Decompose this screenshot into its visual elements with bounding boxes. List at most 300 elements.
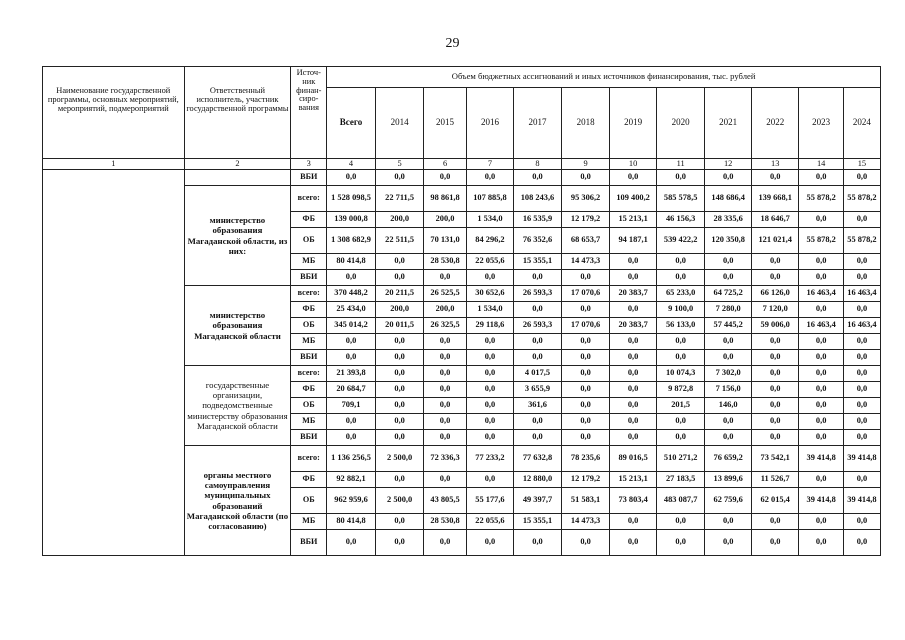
total-value-cell: 0,0 <box>327 170 376 186</box>
year-value-cell: 0,0 <box>656 254 705 270</box>
total-value-cell: 139 000,8 <box>327 212 376 228</box>
year-value-cell: 14 473,3 <box>561 514 610 530</box>
year-value-cell: 0,0 <box>375 254 424 270</box>
year-value-cell: 26 593,3 <box>514 318 562 334</box>
header-year-2015: 2015 <box>424 88 466 159</box>
year-value-cell: 64 725,2 <box>705 286 751 302</box>
year-value-cell: 7 302,0 <box>705 366 751 382</box>
year-value-cell: 94 187,1 <box>610 228 656 254</box>
year-value-cell: 0,0 <box>561 334 610 350</box>
responsible-cell: органы местного самоуправления муниципальных образований Магаданской области (по согласованию) <box>184 446 291 556</box>
year-value-cell: 0,0 <box>375 350 424 366</box>
column-number: 7 <box>466 159 514 170</box>
funding-source-cell: ОБ <box>291 228 327 254</box>
year-value-cell: 28 530,8 <box>424 514 466 530</box>
year-value-cell: 0,0 <box>375 270 424 286</box>
year-value-cell: 0,0 <box>466 430 514 446</box>
year-value-cell: 0,0 <box>751 398 799 414</box>
year-value-cell: 55 878,2 <box>799 228 843 254</box>
funding-source-cell: ФБ <box>291 472 327 488</box>
year-value-cell: 0,0 <box>843 382 880 398</box>
responsible-cell: государственные организации, подведомственные министерству образования Магаданской области <box>184 366 291 446</box>
year-value-cell: 65 233,0 <box>656 286 705 302</box>
total-value-cell: 1 136 256,5 <box>327 446 376 472</box>
year-value-cell: 0,0 <box>375 398 424 414</box>
year-value-cell: 0,0 <box>561 350 610 366</box>
column-number: 3 <box>291 159 327 170</box>
year-value-cell: 30 652,6 <box>466 286 514 302</box>
column-number: 11 <box>656 159 705 170</box>
year-value-cell: 0,0 <box>843 212 880 228</box>
year-value-cell: 11 526,7 <box>751 472 799 488</box>
year-value-cell: 0,0 <box>799 270 843 286</box>
year-value-cell: 15 355,1 <box>514 254 562 270</box>
year-value-cell: 0,0 <box>705 514 751 530</box>
year-value-cell: 0,0 <box>843 514 880 530</box>
year-value-cell: 49 397,7 <box>514 488 562 514</box>
year-value-cell: 0,0 <box>656 270 705 286</box>
header-total: Всего <box>327 88 376 159</box>
column-number: 1 <box>43 159 185 170</box>
year-value-cell: 22 055,6 <box>466 514 514 530</box>
year-value-cell: 0,0 <box>799 212 843 228</box>
funding-source-cell: ОБ <box>291 318 327 334</box>
year-value-cell: 0,0 <box>375 334 424 350</box>
header-year-2014: 2014 <box>375 88 424 159</box>
year-value-cell: 139 668,1 <box>751 186 799 212</box>
year-value-cell: 0,0 <box>751 170 799 186</box>
total-value-cell: 0,0 <box>327 530 376 556</box>
year-value-cell: 0,0 <box>843 398 880 414</box>
header-year-2020: 2020 <box>656 88 705 159</box>
year-value-cell: 62 015,4 <box>751 488 799 514</box>
year-value-cell: 0,0 <box>799 414 843 430</box>
year-value-cell: 0,0 <box>424 398 466 414</box>
year-value-cell: 22 711,5 <box>375 186 424 212</box>
column-number: 9 <box>561 159 610 170</box>
year-value-cell: 12 179,2 <box>561 472 610 488</box>
column-number: 14 <box>799 159 843 170</box>
funding-source-cell: МБ <box>291 514 327 530</box>
year-value-cell: 0,0 <box>466 350 514 366</box>
year-value-cell: 0,0 <box>705 430 751 446</box>
total-value-cell: 962 959,6 <box>327 488 376 514</box>
year-value-cell: 0,0 <box>514 302 562 318</box>
year-value-cell: 39 414,8 <box>799 488 843 514</box>
year-value-cell: 39 414,8 <box>843 488 880 514</box>
year-value-cell: 1 534,0 <box>466 302 514 318</box>
total-value-cell: 0,0 <box>327 350 376 366</box>
year-value-cell: 148 686,4 <box>705 186 751 212</box>
year-value-cell: 0,0 <box>751 334 799 350</box>
year-value-cell: 12 179,2 <box>561 212 610 228</box>
year-value-cell: 0,0 <box>561 430 610 446</box>
year-value-cell: 0,0 <box>514 350 562 366</box>
year-value-cell: 18 646,7 <box>751 212 799 228</box>
funding-source-cell: МБ <box>291 414 327 430</box>
year-value-cell: 0,0 <box>514 414 562 430</box>
total-value-cell: 25 434,0 <box>327 302 376 318</box>
header-funding-source: Источ-ник финан-сиро-вания <box>291 67 327 159</box>
header-year-2023: 2023 <box>799 88 843 159</box>
year-value-cell: 0,0 <box>561 398 610 414</box>
year-value-cell: 17 070,6 <box>561 286 610 302</box>
year-value-cell: 16 535,9 <box>514 212 562 228</box>
responsible-cell <box>184 170 291 186</box>
year-value-cell: 3 655,9 <box>514 382 562 398</box>
header-year-2022: 2022 <box>751 88 799 159</box>
year-value-cell: 0,0 <box>375 366 424 382</box>
header-year-2021: 2021 <box>705 88 751 159</box>
header-year-2016: 2016 <box>466 88 514 159</box>
year-value-cell: 0,0 <box>799 170 843 186</box>
year-value-cell: 51 583,1 <box>561 488 610 514</box>
year-value-cell: 0,0 <box>375 514 424 530</box>
year-value-cell: 0,0 <box>705 334 751 350</box>
year-value-cell: 0,0 <box>610 382 656 398</box>
responsible-cell: министерство образования Магаданской области <box>184 286 291 366</box>
year-value-cell: 109 400,2 <box>610 186 656 212</box>
year-value-cell: 201,5 <box>656 398 705 414</box>
year-value-cell: 0,0 <box>561 530 610 556</box>
year-value-cell: 70 131,0 <box>424 228 466 254</box>
header-program-name: Наименование государственной программы, основных мероприятий, мероприятий, подмероприятий <box>43 67 185 159</box>
year-value-cell: 55 878,2 <box>843 186 880 212</box>
column-number: 5 <box>375 159 424 170</box>
year-value-cell: 0,0 <box>843 302 880 318</box>
responsible-cell: министерство образования Магаданской области, из них: <box>184 186 291 286</box>
year-value-cell: 0,0 <box>705 270 751 286</box>
funding-source-cell: ВБИ <box>291 530 327 556</box>
funding-source-cell: ОБ <box>291 488 327 514</box>
year-value-cell: 0,0 <box>424 530 466 556</box>
year-value-cell: 20 383,7 <box>610 286 656 302</box>
year-value-cell: 0,0 <box>610 366 656 382</box>
year-value-cell: 73 803,4 <box>610 488 656 514</box>
year-value-cell: 0,0 <box>424 382 466 398</box>
year-value-cell: 0,0 <box>514 270 562 286</box>
total-value-cell: 92 882,1 <box>327 472 376 488</box>
year-value-cell: 0,0 <box>843 254 880 270</box>
funding-source-cell: всего: <box>291 286 327 302</box>
year-value-cell: 16 463,4 <box>843 318 880 334</box>
year-value-cell: 0,0 <box>514 170 562 186</box>
funding-source-cell: всего: <box>291 446 327 472</box>
year-value-cell: 0,0 <box>799 366 843 382</box>
year-value-cell: 0,0 <box>610 302 656 318</box>
year-value-cell: 0,0 <box>843 430 880 446</box>
year-value-cell: 0,0 <box>424 170 466 186</box>
year-value-cell: 0,0 <box>751 530 799 556</box>
year-value-cell: 0,0 <box>751 350 799 366</box>
year-value-cell: 62 759,6 <box>705 488 751 514</box>
total-value-cell: 1 528 098,5 <box>327 186 376 212</box>
year-value-cell: 77 233,2 <box>466 446 514 472</box>
year-value-cell: 0,0 <box>705 254 751 270</box>
year-value-cell: 0,0 <box>610 170 656 186</box>
year-value-cell: 0,0 <box>466 366 514 382</box>
year-value-cell: 0,0 <box>610 514 656 530</box>
funding-source-cell: МБ <box>291 334 327 350</box>
year-value-cell: 0,0 <box>751 270 799 286</box>
year-value-cell: 108 243,6 <box>514 186 562 212</box>
column-number: 10 <box>610 159 656 170</box>
year-value-cell: 0,0 <box>656 170 705 186</box>
column-number: 2 <box>184 159 291 170</box>
column-number: 15 <box>843 159 880 170</box>
year-value-cell: 39 414,8 <box>843 446 880 472</box>
year-value-cell: 0,0 <box>466 170 514 186</box>
year-value-cell: 483 087,7 <box>656 488 705 514</box>
year-value-cell: 0,0 <box>705 350 751 366</box>
total-value-cell: 0,0 <box>327 270 376 286</box>
total-value-cell: 1 308 682,9 <box>327 228 376 254</box>
year-value-cell: 0,0 <box>799 302 843 318</box>
funding-source-cell: ФБ <box>291 302 327 318</box>
total-value-cell: 21 393,8 <box>327 366 376 382</box>
year-value-cell: 20 011,5 <box>375 318 424 334</box>
year-value-cell: 510 271,2 <box>656 446 705 472</box>
year-value-cell: 146,0 <box>705 398 751 414</box>
year-value-cell: 120 350,8 <box>705 228 751 254</box>
year-value-cell: 28 530,8 <box>424 254 466 270</box>
year-value-cell: 76 659,2 <box>705 446 751 472</box>
year-value-cell: 0,0 <box>705 170 751 186</box>
year-value-cell: 0,0 <box>466 334 514 350</box>
year-value-cell: 26 325,5 <box>424 318 466 334</box>
year-value-cell: 22 055,6 <box>466 254 514 270</box>
year-value-cell: 0,0 <box>610 350 656 366</box>
funding-source-cell: ВБИ <box>291 270 327 286</box>
total-value-cell: 0,0 <box>327 414 376 430</box>
year-value-cell: 7 120,0 <box>751 302 799 318</box>
column-number: 4 <box>327 159 376 170</box>
year-value-cell: 0,0 <box>751 414 799 430</box>
year-value-cell: 0,0 <box>610 414 656 430</box>
year-value-cell: 26 593,3 <box>514 286 562 302</box>
year-value-cell: 0,0 <box>799 530 843 556</box>
table-header <box>43 67 881 170</box>
year-value-cell: 9 872,8 <box>656 382 705 398</box>
header-budget-volume: Объем бюджетных ассигнований и иных источников финансирования, тыс. рублей <box>327 67 881 88</box>
year-value-cell: 27 183,5 <box>656 472 705 488</box>
year-value-cell: 0,0 <box>799 382 843 398</box>
year-value-cell: 0,0 <box>375 472 424 488</box>
year-value-cell: 15 213,1 <box>610 212 656 228</box>
year-value-cell: 84 296,2 <box>466 228 514 254</box>
year-value-cell: 0,0 <box>705 530 751 556</box>
year-value-cell: 7 280,0 <box>705 302 751 318</box>
year-value-cell: 0,0 <box>466 530 514 556</box>
total-value-cell: 345 014,2 <box>327 318 376 334</box>
table-row <box>43 170 881 186</box>
total-value-cell: 370 448,2 <box>327 286 376 302</box>
year-value-cell: 0,0 <box>375 170 424 186</box>
year-value-cell: 0,0 <box>705 414 751 430</box>
page-number: 29 <box>445 36 460 51</box>
header-year-2024: 2024 <box>843 88 880 159</box>
program-name-cell <box>43 170 185 556</box>
year-value-cell: 0,0 <box>843 170 880 186</box>
year-value-cell: 0,0 <box>424 270 466 286</box>
year-value-cell: 0,0 <box>610 270 656 286</box>
year-value-cell: 0,0 <box>610 430 656 446</box>
year-value-cell: 0,0 <box>375 382 424 398</box>
year-value-cell: 20 211,5 <box>375 286 424 302</box>
year-value-cell: 28 335,6 <box>705 212 751 228</box>
year-value-cell: 0,0 <box>424 334 466 350</box>
year-value-cell: 2 500,0 <box>375 446 424 472</box>
year-value-cell: 10 074,3 <box>656 366 705 382</box>
year-value-cell: 0,0 <box>514 530 562 556</box>
year-value-cell: 20 383,7 <box>610 318 656 334</box>
header-year-2019: 2019 <box>610 88 656 159</box>
year-value-cell: 13 899,6 <box>705 472 751 488</box>
year-value-cell: 0,0 <box>561 270 610 286</box>
total-value-cell: 80 414,8 <box>327 254 376 270</box>
year-value-cell: 0,0 <box>843 530 880 556</box>
year-value-cell: 0,0 <box>799 472 843 488</box>
column-number: 6 <box>424 159 466 170</box>
year-value-cell: 0,0 <box>656 414 705 430</box>
year-value-cell: 0,0 <box>843 414 880 430</box>
year-value-cell: 98 861,8 <box>424 186 466 212</box>
year-value-cell: 0,0 <box>751 514 799 530</box>
column-number: 12 <box>705 159 751 170</box>
year-value-cell: 55 878,2 <box>799 186 843 212</box>
year-value-cell: 78 235,6 <box>561 446 610 472</box>
total-value-cell: 20 684,7 <box>327 382 376 398</box>
funding-source-cell: ФБ <box>291 382 327 398</box>
year-value-cell: 26 525,5 <box>424 286 466 302</box>
funding-source-cell: ВБИ <box>291 430 327 446</box>
column-number-row <box>43 159 881 170</box>
year-value-cell: 0,0 <box>799 430 843 446</box>
year-value-cell: 200,0 <box>375 302 424 318</box>
year-value-cell: 9 100,0 <box>656 302 705 318</box>
year-value-cell: 0,0 <box>843 334 880 350</box>
year-value-cell: 0,0 <box>466 472 514 488</box>
year-value-cell: 0,0 <box>375 530 424 556</box>
year-value-cell: 0,0 <box>466 270 514 286</box>
total-value-cell: 0,0 <box>327 334 376 350</box>
total-value-cell: 0,0 <box>327 430 376 446</box>
funding-source-cell: ФБ <box>291 212 327 228</box>
year-value-cell: 77 632,8 <box>514 446 562 472</box>
year-value-cell: 0,0 <box>514 334 562 350</box>
year-value-cell: 200,0 <box>375 212 424 228</box>
year-value-cell: 0,0 <box>656 530 705 556</box>
year-value-cell: 0,0 <box>799 254 843 270</box>
total-value-cell: 709,1 <box>327 398 376 414</box>
year-value-cell: 1 534,0 <box>466 212 514 228</box>
year-value-cell: 0,0 <box>799 334 843 350</box>
year-value-cell: 0,0 <box>375 430 424 446</box>
budget-table <box>42 66 881 556</box>
year-value-cell: 0,0 <box>466 382 514 398</box>
year-value-cell: 200,0 <box>424 212 466 228</box>
year-value-cell: 0,0 <box>466 414 514 430</box>
year-value-cell: 0,0 <box>799 514 843 530</box>
year-value-cell: 0,0 <box>799 350 843 366</box>
year-value-cell: 14 473,3 <box>561 254 610 270</box>
year-value-cell: 55 878,2 <box>843 228 880 254</box>
year-value-cell: 0,0 <box>656 430 705 446</box>
year-value-cell: 15 213,1 <box>610 472 656 488</box>
year-value-cell: 0,0 <box>656 514 705 530</box>
year-value-cell: 0,0 <box>561 382 610 398</box>
year-value-cell: 361,6 <box>514 398 562 414</box>
year-value-cell: 4 017,5 <box>514 366 562 382</box>
year-value-cell: 0,0 <box>656 334 705 350</box>
year-value-cell: 17 070,6 <box>561 318 610 334</box>
year-value-cell: 43 805,5 <box>424 488 466 514</box>
year-value-cell: 0,0 <box>751 254 799 270</box>
table-body <box>43 170 881 556</box>
year-value-cell: 0,0 <box>424 430 466 446</box>
funding-source-cell: всего: <box>291 186 327 212</box>
header-year-2018: 2018 <box>561 88 610 159</box>
year-value-cell: 0,0 <box>799 398 843 414</box>
total-value-cell: 80 414,8 <box>327 514 376 530</box>
year-value-cell: 0,0 <box>843 366 880 382</box>
funding-source-cell: ВБИ <box>291 170 327 186</box>
header-year-2017: 2017 <box>514 88 562 159</box>
year-value-cell: 539 422,2 <box>656 228 705 254</box>
year-value-cell: 29 118,6 <box>466 318 514 334</box>
year-value-cell: 0,0 <box>610 530 656 556</box>
year-value-cell: 66 126,0 <box>751 286 799 302</box>
year-value-cell: 0,0 <box>843 270 880 286</box>
funding-source-cell: всего: <box>291 366 327 382</box>
year-value-cell: 0,0 <box>751 430 799 446</box>
year-value-cell: 76 352,6 <box>514 228 562 254</box>
year-value-cell: 89 016,5 <box>610 446 656 472</box>
funding-source-cell: ВБИ <box>291 350 327 366</box>
funding-source-cell: МБ <box>291 254 327 270</box>
year-value-cell: 68 653,7 <box>561 228 610 254</box>
year-value-cell: 0,0 <box>424 414 466 430</box>
year-value-cell: 39 414,8 <box>799 446 843 472</box>
year-value-cell: 73 542,1 <box>751 446 799 472</box>
funding-source-cell: ОБ <box>291 398 327 414</box>
column-number: 13 <box>751 159 799 170</box>
year-value-cell: 107 885,8 <box>466 186 514 212</box>
year-value-cell: 0,0 <box>610 398 656 414</box>
year-value-cell: 56 133,0 <box>656 318 705 334</box>
year-value-cell: 0,0 <box>466 398 514 414</box>
year-value-cell: 0,0 <box>561 414 610 430</box>
year-value-cell: 15 355,1 <box>514 514 562 530</box>
column-number: 8 <box>514 159 562 170</box>
year-value-cell: 59 006,0 <box>751 318 799 334</box>
year-value-cell: 16 463,4 <box>799 318 843 334</box>
year-value-cell: 0,0 <box>514 430 562 446</box>
year-value-cell: 0,0 <box>561 302 610 318</box>
year-value-cell: 585 578,5 <box>656 186 705 212</box>
year-value-cell: 72 336,3 <box>424 446 466 472</box>
year-value-cell: 46 156,3 <box>656 212 705 228</box>
year-value-cell: 12 880,0 <box>514 472 562 488</box>
year-value-cell: 0,0 <box>843 472 880 488</box>
year-value-cell: 57 445,2 <box>705 318 751 334</box>
year-value-cell: 0,0 <box>424 366 466 382</box>
year-value-cell: 2 500,0 <box>375 488 424 514</box>
year-value-cell: 0,0 <box>751 382 799 398</box>
header-responsible: Ответственный исполнитель, участник государственной программы <box>184 67 291 159</box>
year-value-cell: 200,0 <box>424 302 466 318</box>
year-value-cell: 121 021,4 <box>751 228 799 254</box>
